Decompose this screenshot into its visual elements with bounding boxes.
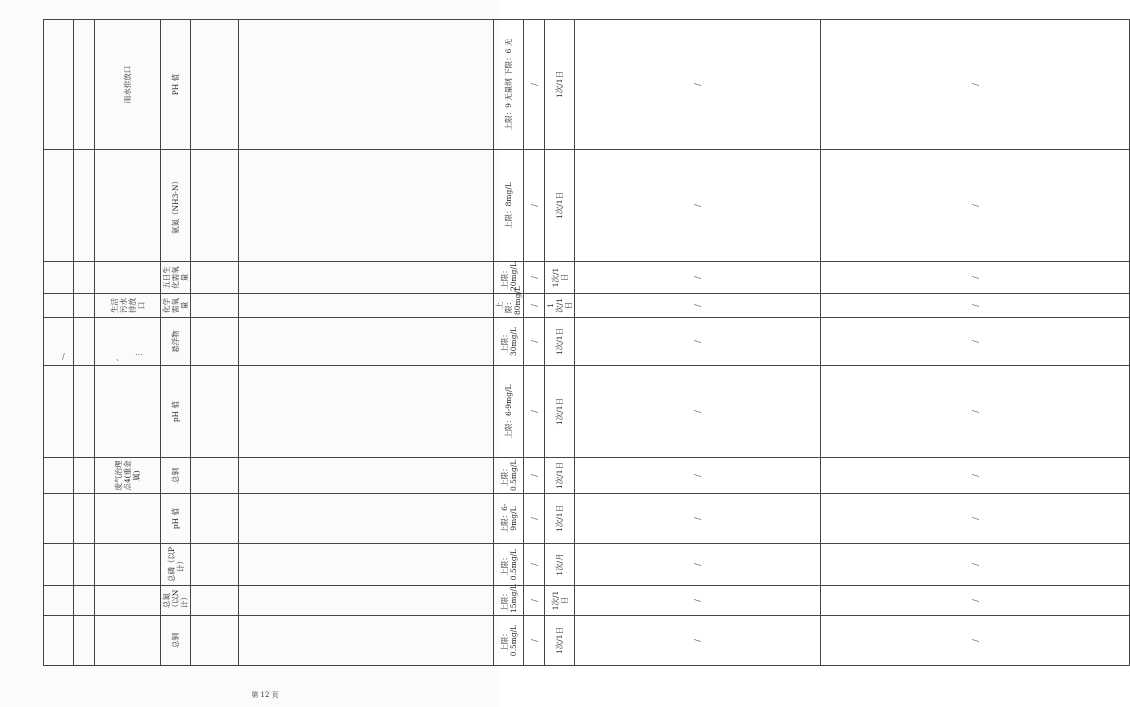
table-cell [74, 318, 95, 366]
table-cell: 上限：8mg/L [494, 150, 524, 262]
table-cell: 1次/1日 [545, 366, 575, 458]
table-cell: / [575, 262, 821, 294]
table-cell [74, 458, 95, 494]
table-cell: / [821, 366, 1130, 458]
table-row [821, 20, 1130, 666]
monitoring-table [43, 19, 1130, 666]
table-cell [191, 20, 239, 150]
table-cell: 1次/1日 [545, 150, 575, 262]
table-cell: / [821, 458, 1130, 494]
table-cell: 上限：80mg/L [494, 294, 524, 318]
table-cell [44, 616, 74, 666]
table-cell: 悬浮物 [161, 318, 191, 366]
table-cell: 1次/1日 [545, 616, 575, 666]
table-cell: / [821, 494, 1130, 544]
table-cell [239, 150, 494, 262]
table-cell [74, 366, 95, 458]
table-cell [95, 150, 161, 262]
table-cell [239, 616, 494, 666]
table-cell [74, 586, 95, 616]
table-cell [44, 544, 74, 586]
table-cell: / [524, 366, 545, 458]
table-cell [191, 586, 239, 616]
table-cell: / [575, 458, 821, 494]
table-row [161, 20, 191, 666]
table-cell: / [575, 318, 821, 366]
stray-mark: / [62, 352, 65, 361]
table-cell [74, 20, 95, 150]
table-cell: / [821, 150, 1130, 262]
table-cell [191, 616, 239, 666]
table-cell [239, 366, 494, 458]
table-cell: / [524, 586, 545, 616]
table-cell [95, 586, 161, 616]
table-cell: / [821, 262, 1130, 294]
stray-mark: 、 [116, 353, 124, 362]
table-cell: 上限：6-9mg/L [494, 494, 524, 544]
table-cell [44, 20, 74, 150]
table-cell: 总铜 [161, 616, 191, 666]
table-cell [239, 544, 494, 586]
table-row [239, 20, 494, 666]
table-cell [191, 494, 239, 544]
table-cell: / [575, 294, 821, 318]
table-cell: 1次/1日 [545, 262, 575, 294]
table-cell: 上限：0.5mg/L [494, 544, 524, 586]
table-cell: / [524, 544, 545, 586]
table-cell [191, 262, 239, 294]
table-cell [239, 294, 494, 318]
table-row [74, 20, 95, 666]
table-cell [44, 586, 74, 616]
table-cell [95, 544, 161, 586]
table-cell [95, 366, 161, 458]
table-cell: / [821, 20, 1130, 150]
table-cell: 化学需氧量 [161, 294, 191, 318]
table-cell [44, 318, 74, 366]
table-cell [95, 318, 161, 366]
table-cell: 氨氮（NH3-N） [161, 150, 191, 262]
table-cell [95, 494, 161, 544]
table-cell [44, 458, 74, 494]
table-cell [95, 616, 161, 666]
table-cell: / [524, 616, 545, 666]
table-cell: PH 值 [161, 20, 191, 150]
table-cell: 上限：0.5mg/L [494, 616, 524, 666]
table-cell [239, 20, 494, 150]
table-cell: / [575, 150, 821, 262]
table-row [95, 20, 161, 666]
table-cell: 总铜 [161, 458, 191, 494]
table-cell [191, 458, 239, 494]
stray-mark: … [135, 348, 143, 357]
table-cell [95, 262, 161, 294]
table-row [575, 20, 821, 666]
table-cell: pH 值 [161, 494, 191, 544]
table-cell: 上限：6-9mg/L [494, 366, 524, 458]
table-cell [44, 150, 74, 262]
table-cell [74, 494, 95, 544]
table-cell: / [821, 318, 1130, 366]
table-cell [191, 150, 239, 262]
table-cell: / [524, 494, 545, 544]
table-cell: / [575, 544, 821, 586]
table-cell: 总氮（以N计） [161, 586, 191, 616]
table-cell [74, 616, 95, 666]
table-cell [44, 294, 74, 318]
table-row [44, 20, 74, 666]
table-cell [74, 262, 95, 294]
table-cell: / [575, 586, 821, 616]
table-cell: 五日生化需氧量 [161, 262, 191, 294]
table-cell: / [524, 20, 545, 150]
table-cell: 1次/1日 [545, 458, 575, 494]
table-cell [74, 544, 95, 586]
table-cell [44, 366, 74, 458]
table-cell: 上限：9 无量纲 下限：6 无 [494, 20, 524, 150]
rotated-table-inner [43, 20, 980, 666]
table-cell [44, 494, 74, 544]
table-cell: 雨水排放口 [95, 20, 161, 150]
table-cell: / [821, 294, 1130, 318]
table-cell: / [821, 616, 1130, 666]
rotated-table-frame [43, 20, 980, 657]
table-cell: / [524, 150, 545, 262]
table-cell: 上限：20mg/L [494, 262, 524, 294]
table-cell [191, 366, 239, 458]
table-cell: 1次/1日 [545, 494, 575, 544]
table-cell: / [524, 262, 545, 294]
table-cell [74, 150, 95, 262]
table-cell: 1次/1日 [545, 318, 575, 366]
table-cell [239, 494, 494, 544]
table-cell: / [575, 20, 821, 150]
table-cell: 1次/1日 [545, 586, 575, 616]
table-row [191, 20, 239, 666]
table-cell [239, 318, 494, 366]
table-cell: / [821, 544, 1130, 586]
table-cell: 上限：30mg/L [494, 318, 524, 366]
table-cell [239, 262, 494, 294]
table-row [494, 20, 524, 666]
page-number: 第 12 页 [251, 691, 279, 699]
table-cell: / [575, 366, 821, 458]
table-cell: / [524, 458, 545, 494]
table-cell [191, 544, 239, 586]
table-cell: 总磷（以P计） [161, 544, 191, 586]
table-cell: / [575, 616, 821, 666]
table-cell: / [821, 586, 1130, 616]
table-cell: 生活污水排放口 [95, 294, 161, 318]
table-cell [74, 294, 95, 318]
table-row [524, 20, 545, 666]
table-cell [44, 262, 74, 294]
table-cell: 上限：15mg/L [494, 586, 524, 616]
table-cell: / [524, 294, 545, 318]
table-cell [239, 586, 494, 616]
table-cell [191, 318, 239, 366]
table-cell: 1次/月 [545, 544, 575, 586]
table-cell: 上限：0.5mg/L [494, 458, 524, 494]
table-cell: 废气治理点4(重金属) [95, 458, 161, 494]
table-cell: pH 值 [161, 366, 191, 458]
table-cell [191, 294, 239, 318]
table-cell [239, 458, 494, 494]
table-cell: 1次/1日 [545, 294, 575, 318]
table-cell: 1次/1日 [545, 20, 575, 150]
table-row [545, 20, 575, 666]
table-cell: / [575, 494, 821, 544]
table-cell: / [524, 318, 545, 366]
